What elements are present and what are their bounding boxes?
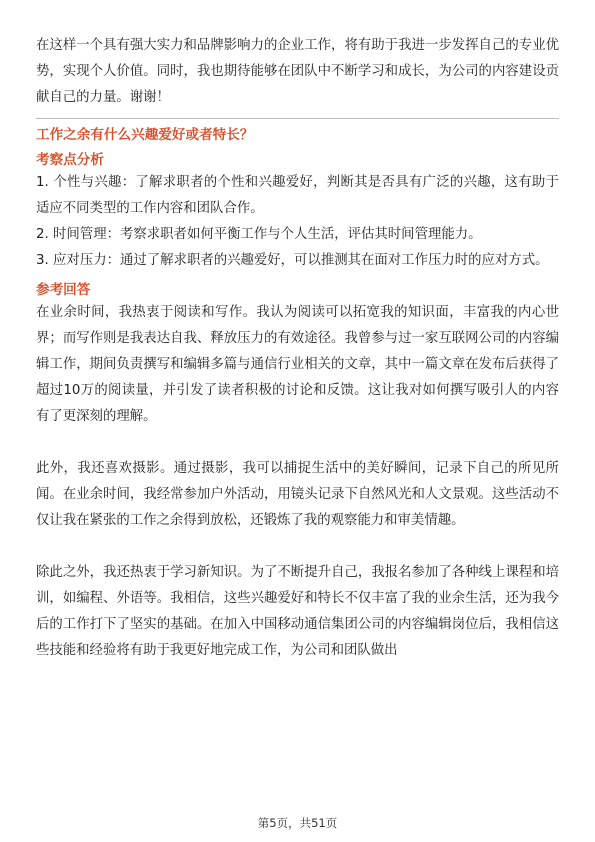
analysis-point: 3. 应对压力：通过了解求职者的兴趣爱好，可以推测其在面对工作压力时的应对方式。 (36, 253, 549, 268)
answer-title: 参考回答 (36, 282, 91, 298)
question-heading: 工作之余有什么兴趣爱好或者特长？ (36, 127, 254, 143)
paragraph-gap (36, 534, 559, 560)
answer-paragraph: 此外，我还喜欢摄影。通过摄影，我可以捕捉生活中的美好瞬间，记录下自己的所见所闻。在业余时间，我经常参加户外活动，用镜头记录下自然风光和人文景观。这些活动不仅让我在紧张的工作之余得到放松，还锻炼了我的观察能力和审美情趣。 (36, 461, 559, 528)
analysis-point: 2. 时间管理：考察求职者如何平衡工作与个人生活，评估其时间管理能力。 (36, 227, 482, 242)
paragraph-gap (36, 430, 559, 456)
analysis-point: 1. 个性与兴趣：了解求职者的个性和兴趣爱好，判断其是否具有广泛的兴趣，这有助于适应不同类型的工作内容和团队合作。 (36, 175, 559, 216)
intro-paragraph: 在这样一个具有强大实力和品牌影响力的企业工作，将有助于我进一步发挥自己的专业优势，实现个人价值。同时，我也期待能够在团队中不断学习和成长，为公司的内容建设贡献自己的力量。谢谢！ (36, 38, 559, 105)
answer-paragraph: 在业余时间，我热衷于阅读和写作。我认为阅读可以拓宽我的知识面，丰富我的内心世界；而写作则是我表达自我、释放压力的有效途径。我曾参与过一家互联网公司的内容编辑工作，期间负责撰写和编辑多篇与通信行业相关的文章，其中一篇文章在发布后获得了超过10万的阅读量，并引发了读者积极的讨论和反馈。这让我对如何撰写吸引人的内容有了更深刻的理解。 (36, 305, 559, 424)
page-number-footer: 第5页，共51页 (257, 816, 338, 830)
section-divider (36, 118, 559, 119)
analysis-title: 考察点分析 (36, 152, 104, 168)
analysis-points (36, 170, 559, 274)
answer-paragraph: 除此之外，我还热衷于学习新知识。为了不断提升自己，我报名参加了各种线上课程和培训，如编程、外语等。我相信，这些兴趣爱好和特长不仅丰富了我的业余生活，还为我今后的工作打下了坚实的基础。在加入中国移动通信集团公司的内容编辑岗位后，我相信这些技能和经验将有助于我更好地完成工作，为公司和团队做出 (36, 565, 559, 658)
page-content (36, 33, 559, 664)
